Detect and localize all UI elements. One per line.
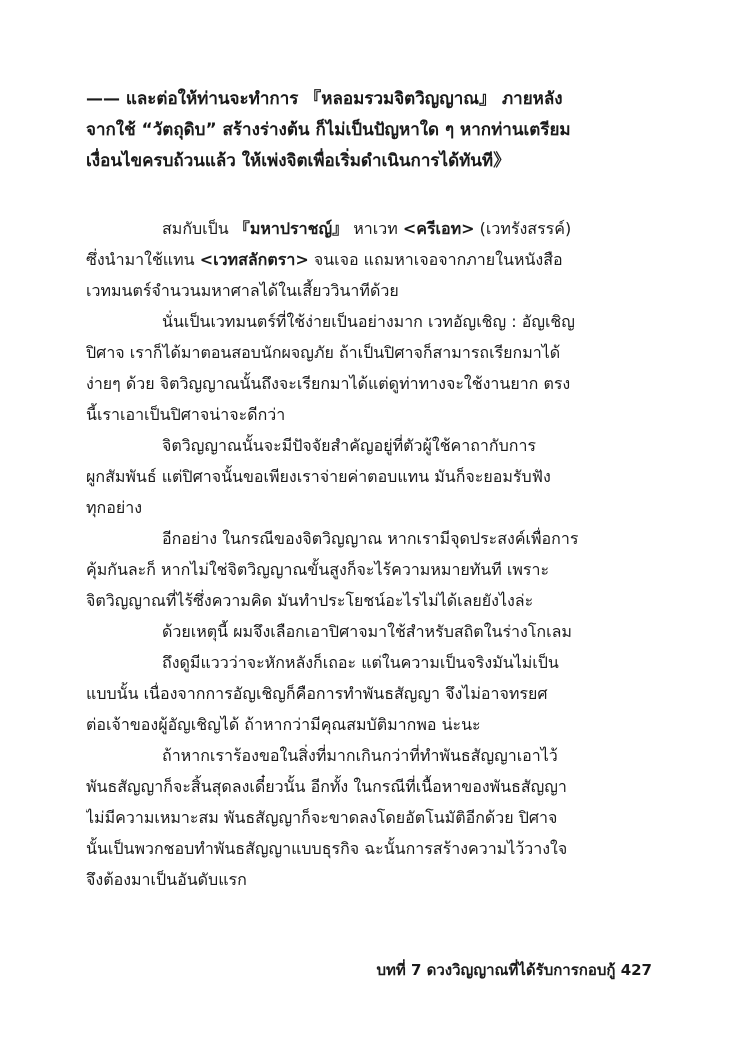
bold-term: <เวทสลักตรา> [199, 250, 309, 269]
page-footer: บทที่ 7 ดวงวิญญาณที่ได้รับการกอบกู้ 427 [376, 961, 652, 979]
text-span: สมกับเป็น [162, 219, 234, 238]
text-line: ง่ายๆ ด้วย จิตวิญญาณนั้นถึงจะเรียกมาได้แต่ดูท่าทางจะใช้งานยาก ตรง [86, 374, 571, 393]
paragraph [86, 430, 652, 523]
bold-term: <ครีเอท> [402, 219, 475, 238]
text-line: ต่อเจ้าของผู้อัญเชิญได้ ถ้าหากว่ามีคุณสมบัติมากพอ น่ะนะ [86, 715, 481, 734]
text-span: หาเวท [348, 219, 403, 238]
text-line: ทุกอย่าง [86, 498, 143, 517]
paragraph [86, 306, 652, 430]
text-line: นี้เราเอาเป็นปิศาจน่าจะดีกว่า [86, 405, 286, 424]
paragraph [86, 616, 652, 647]
text-line: เวทมนตร์จำนวนมหาศาลได้ในเสี้ยววินาทีด้วย [86, 281, 399, 300]
text-span: (เวทรังสรรค์) [474, 219, 572, 238]
intro-bold-passage [86, 84, 652, 177]
text-span: จนเจอ แถมหาเจอจากภายในหนังสือ [308, 250, 563, 269]
text-line: จึงต้องมาเป็นอันดับแรก [86, 870, 247, 889]
paragraph [86, 740, 652, 895]
body-text [86, 213, 652, 895]
text-line: นั่นเป็นเวทมนตร์ที่ใช้ง่ายเป็นอย่างมาก เวทอัญเชิญ : อัญเชิญ [162, 312, 575, 331]
text-line: ด้วยเหตุนี้ ผมจึงเลือกเอาปิศาจมาใช้สำหรับสถิตในร่างโกเลม [162, 622, 572, 641]
paragraph [86, 213, 652, 306]
text-span: ซึ่งนำมาใช้แทน [86, 250, 200, 269]
text-line: คุ้มกันละก็ หากไม่ใช่จิตวิญญาณขั้นสูงก็จะไร้ความหมายทันที เพราะ [86, 560, 550, 579]
text-line: —— และต่อให้ท่านจะทำการ 『หลอมรวมจิตวิญญาณ』 ภายหลัง [86, 89, 563, 109]
text-line: นั้นเป็นพวกชอบทำพันธสัญญาแบบธุรกิจ ฉะนั้นการสร้างความไว้วางใจ [86, 839, 568, 858]
text-line [86, 244, 652, 275]
paragraph [86, 647, 652, 740]
text-line: พันธสัญญาก็จะสิ้นสุดลงเดี๋ยวนั้น อีกทั้ง ในกรณีที่เนื้อหาของพันธสัญญา [86, 777, 567, 796]
text-line: แบบนั้น เนื่องจากการอัญเชิญก็คือการทำพันธสัญญา จึงไม่อาจทรยศ [86, 684, 548, 703]
text-line: จิตวิญญาณนั้นจะมีปัจจัยสำคัญอยู่ที่ตัวผู้ใช้คาถากับการ [162, 436, 537, 455]
text-line: ไม่มีความเหมาะสม พันธสัญญาก็จะขาดลงโดยอัตโนมัติอีกด้วย ปิศาจ [86, 808, 558, 827]
text-line [86, 213, 652, 244]
text-line: เงื่อนไขครบถ้วนแล้ว ให้เพ่งจิตเพื่อเริ่มดำเนินการได้ทันที》 [86, 151, 511, 171]
text-line: จากใช้ “วัตถุดิบ” สร้างร่างต้น ก็ไม่เป็นปัญหาใด ๆ หากท่านเตรียม [86, 120, 571, 140]
text-line: ผูกสัมพันธ์ แต่ปิศาจนั้นขอเพียงเราจ่ายค่าตอบแทน มันก็จะยอมรับฟัง [86, 467, 551, 486]
text-line: ถึงดูมีแววว่าจะหักหลังก็เถอะ แต่ในความเป็นจริงมันไม่เป็น [162, 653, 559, 672]
bold-term: 『มหาปราชญ์』 [233, 219, 349, 238]
book-page [86, 84, 652, 1024]
text-line: อีกอย่าง ในกรณีของจิตวิญญาณ หากเรามีจุดประสงค์เพื่อการ [162, 529, 579, 548]
paragraph [86, 523, 652, 616]
text-line: ถ้าหากเราร้องขอในสิ่งที่มากเกินกว่าที่ทำพันธสัญญาเอาไว้ [162, 746, 558, 765]
text-line: จิตวิญญาณที่ไร้ซึ่งความคิด มันทำประโยชน์อะไรไม่ได้เลยยังไงล่ะ [86, 591, 534, 610]
text-line: ปิศาจ เราก็ได้มาตอนสอบนักผจญภัย ถ้าเป็นปิศาจก็สามารถเรียกมาได้ [86, 343, 561, 362]
